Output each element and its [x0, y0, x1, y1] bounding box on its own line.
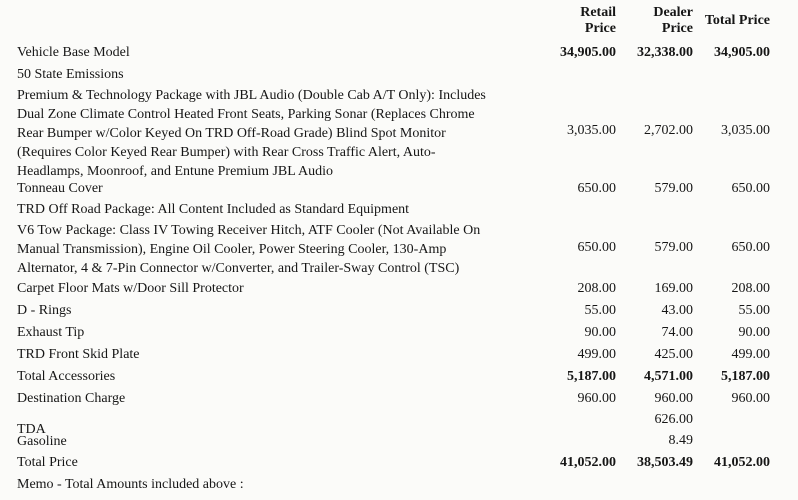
dealer-price-cell: 626.00: [654, 412, 693, 427]
dealer-price-cell: 425.00: [654, 347, 693, 362]
row-description: TDA: [17, 422, 46, 437]
retail-price-cell: 650.00: [577, 181, 616, 196]
retail-price-cell: 55.00: [584, 303, 616, 318]
row-description: Vehicle Base Model: [17, 45, 130, 60]
dealer-price-cell: 74.00: [661, 325, 693, 340]
dealer-price-cell: 960.00: [654, 391, 693, 406]
dealer-price-cell: 169.00: [654, 281, 693, 296]
retail-price-cell: 650.00: [577, 240, 616, 255]
row-description: Tonneau Cover: [17, 181, 103, 196]
total-price-cell: 650.00: [731, 181, 770, 196]
total-price-cell: 55.00: [738, 303, 770, 318]
row-description: Premium & Technology Package with JBL Audio (Double Cab A/T Only): Includes Dual Zone Climate Control Heated Front Seats, Parking Sonar (Replaces Chrome Rear Bumper w/Color Keyed On TRD Off-Road Grade) Blind Spot Monitor (Requires Color Keyed Rear Bumper) with Rear Cross Traffic Alert, Auto- Headlamps, Moonroof, and Entune Premium JBL Audio: [17, 88, 486, 179]
total-price-cell: 90.00: [738, 325, 770, 340]
row-description: Gasoline: [17, 434, 67, 449]
retail-price-cell: 3,035.00: [567, 123, 616, 138]
retail-price-cell: 5,187.00: [567, 369, 616, 384]
total-price-cell: 499.00: [731, 347, 770, 362]
dealer-header-line1: Dealer: [653, 5, 693, 20]
row-description: Total Accessories: [17, 369, 116, 384]
total-price-cell: 208.00: [731, 281, 770, 296]
retail-price-cell: 960.00: [577, 391, 616, 406]
retail-price-cell: 41,052.00: [560, 455, 616, 470]
dealer-price-cell: 43.00: [661, 303, 693, 318]
dealer-price-cell: 4,571.00: [644, 369, 693, 384]
row-description: D - Rings: [17, 303, 72, 318]
row-description: Destination Charge: [17, 391, 126, 406]
total-price-header: [705, 13, 770, 29]
total-price-cell: 41,052.00: [714, 455, 770, 470]
row-description: Total Price: [17, 455, 78, 470]
retail-header-line2: Price: [584, 21, 616, 36]
dealer-price-cell: 38,503.49: [637, 455, 693, 470]
total-price-cell: 3,035.00: [721, 123, 770, 138]
retail-header-line1: Retail: [580, 5, 616, 20]
total-header-label: Total Price: [704, 13, 770, 28]
dealer-header-line2: Price: [661, 21, 693, 36]
dealer-price-cell: 2,702.00: [644, 123, 693, 138]
dealer-price-header: [653, 5, 693, 37]
retail-price-header: [580, 5, 616, 37]
row-description: 50 State Emissions: [17, 67, 124, 82]
dealer-price-cell: 579.00: [654, 240, 693, 255]
dealer-price-cell: 32,338.00: [637, 45, 693, 60]
total-price-cell: 5,187.00: [721, 369, 770, 384]
row-description: Carpet Floor Mats w/Door Sill Protector: [17, 281, 244, 296]
row-description: TRD Front Skid Plate: [17, 347, 140, 362]
retail-price-cell: 499.00: [577, 347, 616, 362]
dealer-price-cell: 8.49: [668, 433, 693, 448]
row-description: TRD Off Road Package: All Content Included as Standard Equipment: [17, 202, 410, 217]
total-price-cell: 650.00: [731, 240, 770, 255]
total-price-cell: 34,905.00: [714, 45, 770, 60]
retail-price-cell: 208.00: [577, 281, 616, 296]
dealer-price-cell: 579.00: [654, 181, 693, 196]
row-description: Memo - Total Amounts included above :: [17, 477, 244, 492]
retail-price-cell: 90.00: [584, 325, 616, 340]
row-description: V6 Tow Package: Class IV Towing Receiver Hitch, ATF Cooler (Not Available On Manual Transmission), Engine Oil Cooler, Power Steering Cooler, 130-Amp Alternator, 4 & 7-Pin Connector w/Converter, and Trailer-Sway Control (TSC): [17, 223, 481, 276]
row-description: Exhaust Tip: [17, 325, 85, 340]
retail-price-cell: 34,905.00: [560, 45, 616, 60]
total-price-cell: 960.00: [731, 391, 770, 406]
